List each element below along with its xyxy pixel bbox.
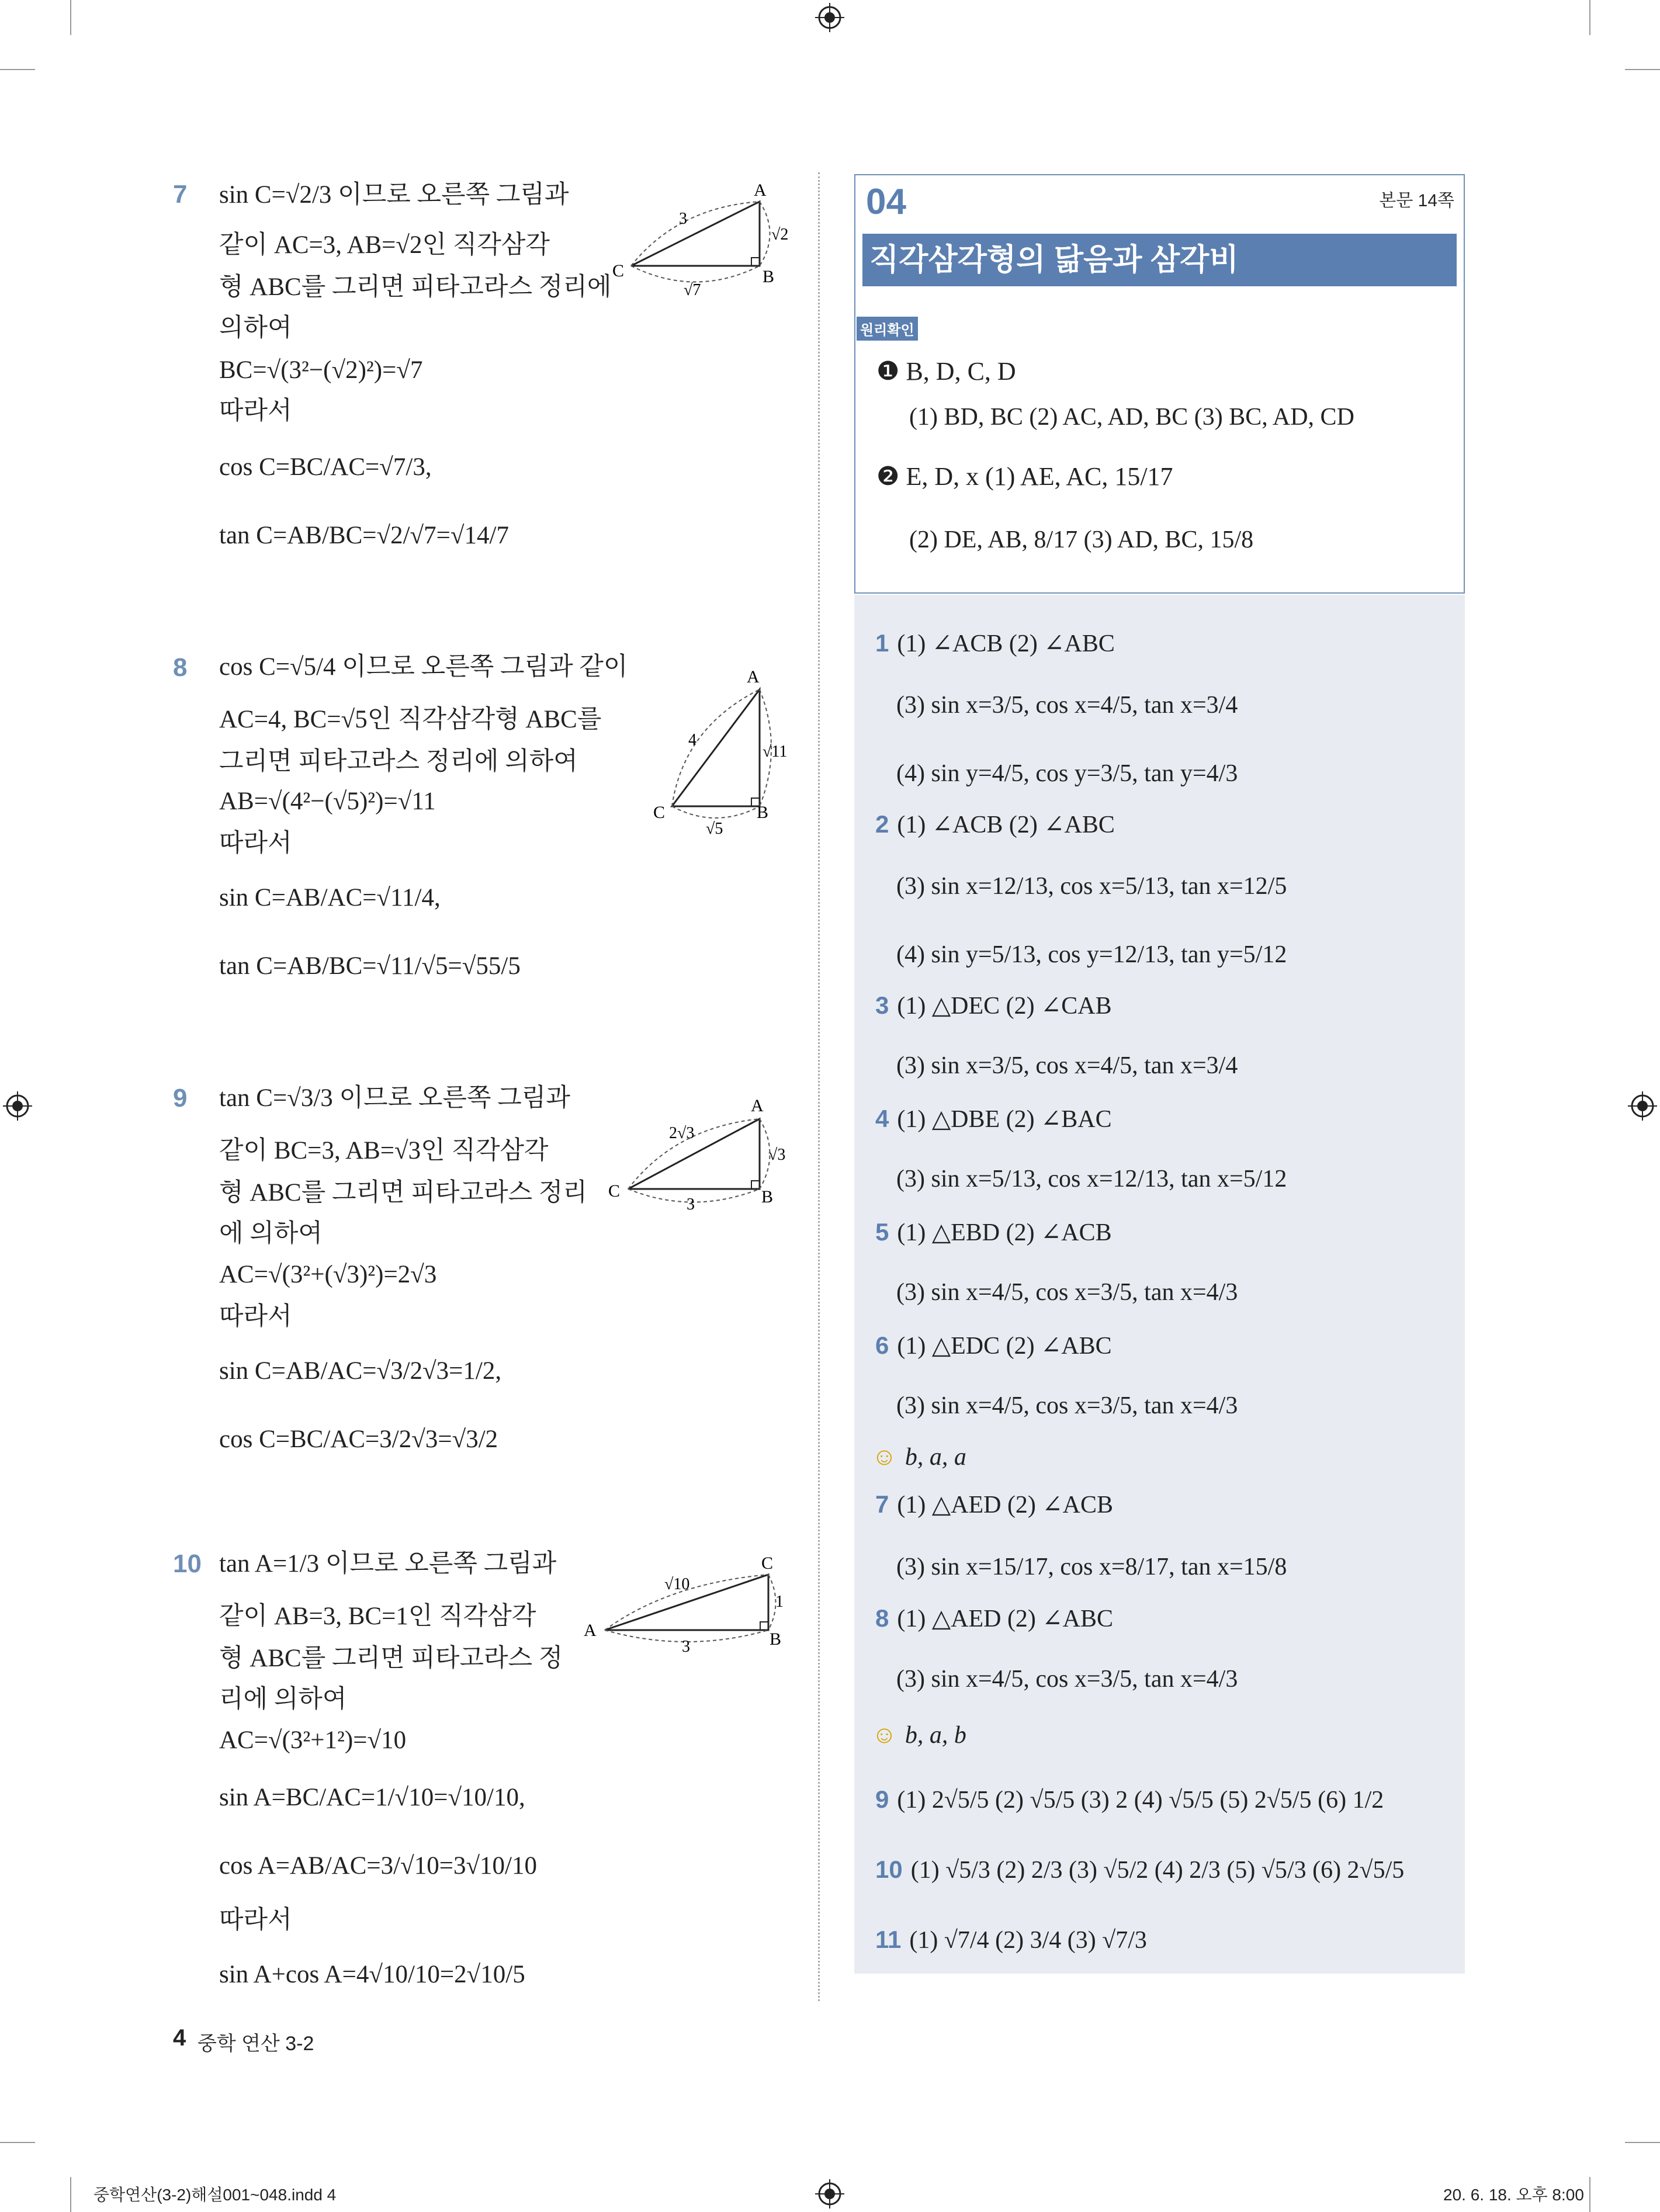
crop-mark xyxy=(70,0,71,35)
solution-line: 같이 BC=3, AB=√3인 직각삼각 xyxy=(219,1137,549,1164)
crop-mark xyxy=(0,69,35,70)
side-label: 3 xyxy=(679,210,687,228)
registration-mark-icon xyxy=(815,2179,844,2208)
side-label: √2 xyxy=(771,226,789,244)
triangle-figure xyxy=(608,178,795,301)
solution-line: 의하여 xyxy=(219,314,292,342)
crop-mark xyxy=(70,2177,71,2212)
problem-number: 10 xyxy=(173,1549,202,1578)
solution-line: 같이 AC=3, AB=√2인 직각삼각 xyxy=(219,231,550,259)
column-divider xyxy=(818,172,820,2001)
file-slug: 중학연산(3-2)해설001~048.indd 4 xyxy=(93,2186,337,2204)
triangle-figure xyxy=(581,1551,792,1656)
answer-line: b, a, b xyxy=(904,1722,966,1749)
chapter-number: 04 xyxy=(866,182,906,222)
smile-icon: ☺ xyxy=(872,1722,897,1749)
principle-line: ❷ E, D, x (1) AE, AC, 15/17 xyxy=(876,462,1173,491)
crop-mark xyxy=(1625,2142,1660,2143)
crop-mark xyxy=(1589,2177,1590,2212)
registration-mark-icon xyxy=(815,3,844,32)
answer-line: (1) △AED (2) ∠ACB xyxy=(897,1492,1113,1518)
answer-line: (3) sin x=12/13, cos x=5/13, tan x=12/5 xyxy=(896,873,1287,900)
solution-line: 따라서 xyxy=(219,1906,292,1934)
vertex-label: C xyxy=(761,1554,774,1573)
answer-line: (3) sin x=4/5, cos x=3/5, tan x=4/3 xyxy=(896,1666,1238,1693)
vertex-label: C xyxy=(612,261,625,280)
answer-number: 6 xyxy=(875,1332,889,1359)
page-reference: 본문 14쪽 xyxy=(1379,191,1454,210)
crop-mark xyxy=(1589,0,1590,35)
answer-line: (3) sin x=3/5, cos x=4/5, tan x=3/4 xyxy=(896,692,1238,719)
registration-mark-icon xyxy=(3,1091,32,1121)
answer-line: (1) 2√5/5 (2) √5/5 (3) 2 (4) √5/5 (5) 2√5/5 (6) 1/2 xyxy=(897,1787,1384,1814)
vertex-label: B xyxy=(761,1187,774,1206)
solution-line: 따라서 xyxy=(219,397,292,425)
answer-number: 1 xyxy=(875,629,889,657)
answer-line: (1) △AED (2) ∠ABC xyxy=(897,1606,1113,1632)
solution-line: sin C=AB/AC=√3/2√3=1/2, xyxy=(219,1357,502,1385)
answer-number: 3 xyxy=(875,991,889,1019)
answer-line: (3) sin x=15/17, cos x=8/17, tan x=15/8 xyxy=(896,1554,1287,1580)
principle-line: (2) DE, AB, 8/17 (3) AD, BC, 15/8 xyxy=(909,526,1254,553)
vertex-label: A xyxy=(754,181,767,200)
answer-line: b, a, a xyxy=(904,1444,966,1471)
solution-line: tan A=1/3 이므로 오른쪽 그림과 xyxy=(219,1550,557,1577)
vertex-label: B xyxy=(763,267,775,286)
answer-line: (1) △DBE (2) ∠BAC xyxy=(897,1106,1112,1133)
registration-mark-icon xyxy=(1628,1091,1657,1121)
solution-line: 형 ABC를 그리면 피타고라스 정리 xyxy=(219,1179,587,1206)
side-label: 3 xyxy=(687,1195,695,1214)
smile-icon: ☺ xyxy=(872,1444,897,1471)
solution-line: tan C=AB/BC=√11/√5=√55/5 xyxy=(219,952,521,980)
answer-line: (4) sin y=4/5, cos y=3/5, tan y=4/3 xyxy=(896,760,1238,787)
answer-line: (3) sin x=4/5, cos x=3/5, tan x=4/3 xyxy=(896,1279,1238,1306)
principle-line: (1) BD, BC (2) AC, AD, BC (3) BC, AD, CD xyxy=(909,404,1354,431)
solution-line: sin C=√2/3 이므로 오른쪽 그림과 xyxy=(219,181,569,209)
answer-line: (1) △EDC (2) ∠ABC xyxy=(897,1333,1112,1360)
solution-line: AC=√(3²+1²)=√10 xyxy=(219,1726,407,1754)
side-label: √10 xyxy=(664,1575,690,1593)
side-label: √11 xyxy=(763,743,788,761)
side-label: 4 xyxy=(688,731,696,749)
principle-box xyxy=(854,174,1465,594)
book-title: 중학 연산 3-2 xyxy=(197,2033,314,2055)
answer-line: (1) √7/4 (2) 3/4 (3) √7/3 xyxy=(909,1927,1147,1954)
solution-line: AC=4, BC=√5인 직각삼각형 ABC를 xyxy=(219,706,602,733)
solution-line: 에 의하여 xyxy=(219,1220,323,1247)
solution-line: cos C=BC/AC=√7/3, xyxy=(219,453,432,481)
triangle-figure xyxy=(643,663,795,838)
answer-number: 8 xyxy=(875,1604,889,1632)
side-label: √5 xyxy=(706,820,723,838)
vertex-label: A xyxy=(584,1621,597,1640)
solution-line: 같이 AB=3, BC=1인 직각삼각 xyxy=(219,1603,536,1630)
vertex-label: B xyxy=(757,803,769,822)
side-label: 2√3 xyxy=(669,1124,695,1142)
solution-line: 형 ABC를 그리면 피타고라스 정 xyxy=(219,1645,563,1672)
problem-number: 9 xyxy=(173,1084,188,1112)
section-title: 직각삼각형의 닮음과 삼각비 xyxy=(862,234,1457,286)
solution-line: 형 ABC를 그리면 피타고라스 정리에 xyxy=(219,273,612,301)
triangle-figure xyxy=(605,1093,792,1215)
vertex-label: C xyxy=(608,1181,621,1201)
solution-line: tan C=√3/3 이므로 오른쪽 그림과 xyxy=(219,1084,570,1112)
vertex-label: B xyxy=(770,1629,782,1649)
solution-line: cos C=BC/AC=3/2√3=√3/2 xyxy=(219,1426,498,1453)
side-label: 3 xyxy=(682,1638,690,1656)
answer-line: (1) √5/3 (2) 2/3 (3) √5/2 (4) 2/3 (5) √5/3 (6) 2√5/5 xyxy=(910,1857,1405,1884)
vertex-label: A xyxy=(751,1096,764,1115)
vertex-label: A xyxy=(747,667,760,687)
solution-line: sin C=AB/AC=√11/4, xyxy=(219,884,441,911)
solution-line: 따라서 xyxy=(219,1303,292,1330)
answer-panel xyxy=(854,595,1465,1974)
page-number: 4 xyxy=(173,2025,186,2051)
side-label: √3 xyxy=(768,1146,786,1164)
problem-number: 8 xyxy=(173,653,188,682)
answer-line: (1) ∠ACB (2) ∠ABC xyxy=(897,812,1115,838)
vertex-label: C xyxy=(653,803,666,822)
solution-line: cos A=AB/AC=3/√10=3√10/10 xyxy=(219,1852,538,1880)
solution-line: tan C=AB/BC=√2/√7=√14/7 xyxy=(219,522,509,549)
answer-line: (1) ∠ACB (2) ∠ABC xyxy=(897,630,1115,657)
answer-line: (1) △DEC (2) ∠CAB xyxy=(897,993,1112,1020)
answer-number: 10 xyxy=(875,1856,903,1883)
solution-line: sin A+cos A=4√10/10=2√10/5 xyxy=(219,1961,525,1988)
answer-line: (3) sin x=3/5, cos x=4/5, tan x=3/4 xyxy=(896,1052,1238,1079)
side-label: 1 xyxy=(775,1593,784,1611)
answer-number: 4 xyxy=(875,1105,889,1132)
solution-line: AC=√(3²+(√3)²)=2√3 xyxy=(219,1261,437,1288)
answer-number: 5 xyxy=(875,1218,889,1246)
answer-number: 9 xyxy=(875,1785,889,1813)
crop-mark xyxy=(0,2142,35,2143)
side-label: √7 xyxy=(684,281,701,299)
principle-badge: 원리확인 xyxy=(857,317,918,341)
principle-line: ❶ B, D, C, D xyxy=(876,357,1016,386)
answer-line: (3) sin x=5/13, cos x=12/13, tan x=5/12 xyxy=(896,1166,1287,1192)
answer-line: (4) sin y=5/13, cos y=12/13, tan y=5/12 xyxy=(896,941,1287,968)
solution-line: AB=√(4²−(√5)²)=√11 xyxy=(219,788,436,815)
solution-line: BC=√(3²−(√2)²)=√7 xyxy=(219,356,423,384)
solution-line: cos C=√5/4 이므로 오른쪽 그림과 같이 xyxy=(219,653,628,681)
crop-mark xyxy=(1625,69,1660,70)
solution-line: 그리면 피타고라스 정리에 의하여 xyxy=(219,748,578,775)
answer-line: (1) △EBD (2) ∠ACB xyxy=(897,1219,1112,1246)
print-date: 20. 6. 18. 오후 8:00 xyxy=(1443,2186,1584,2204)
answer-number: 7 xyxy=(875,1490,889,1518)
answer-number: 11 xyxy=(875,1926,902,1953)
solution-line: sin A=BC/AC=1/√10=√10/10, xyxy=(219,1784,525,1811)
answer-line: (3) sin x=4/5, cos x=3/5, tan x=4/3 xyxy=(896,1392,1238,1419)
solution-line: 따라서 xyxy=(219,830,292,857)
solution-line: 리에 의하여 xyxy=(219,1686,347,1713)
answer-number: 2 xyxy=(875,810,889,838)
problem-number: 7 xyxy=(173,180,188,209)
